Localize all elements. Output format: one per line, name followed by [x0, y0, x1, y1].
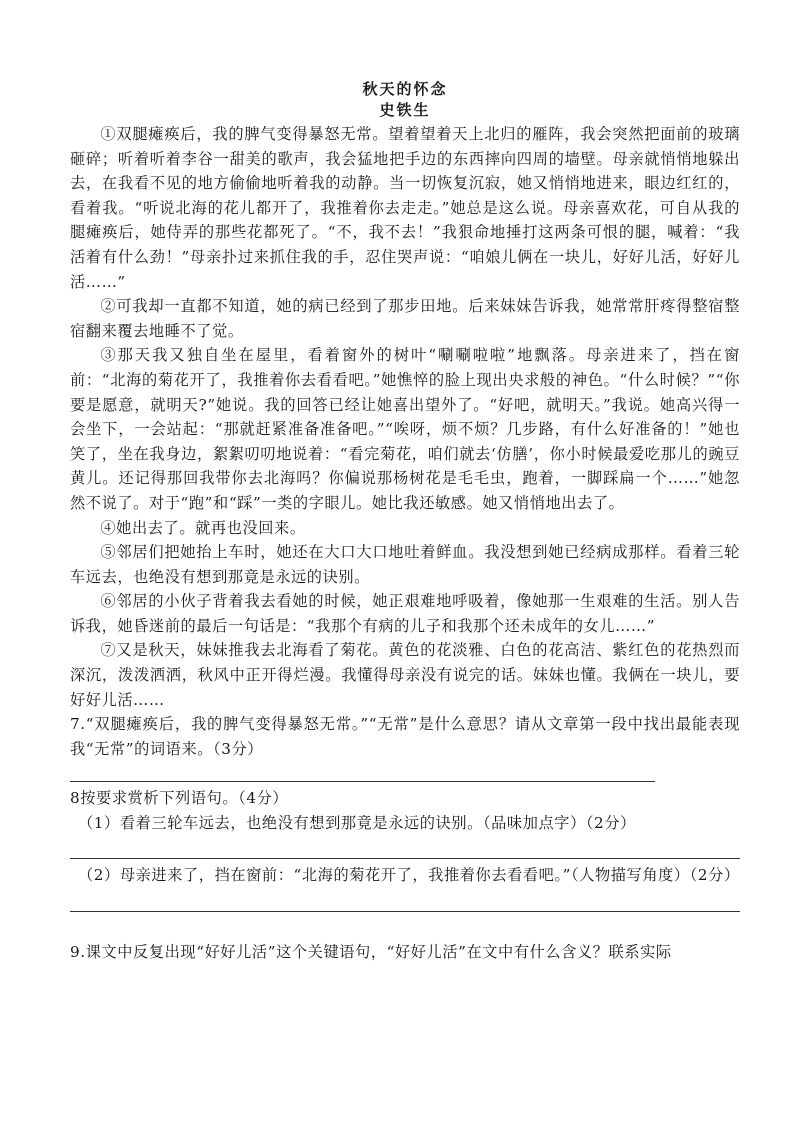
question-7: 7.“双腿瘫痪后，我的脾气变得暴怒无常。”“无常”是什么意思？请从文章第一段中找出最能表现我“无常”的词语来。（3分）: [70, 715, 740, 758]
paragraph-5: ⑤邻居们把她抬上车时，她还在大口大口地吐着鲜血。我没想到她已经病成那样。看着三轮车远去，也绝没有想到那竟是永远的诀别。: [70, 543, 740, 586]
answer-line-q8-1: [70, 858, 740, 859]
question-8-heading: 8按要求赏析下列语句。（4分）: [70, 789, 289, 808]
paragraph-4: ④她出去了。就再也没回来。: [100, 518, 306, 537]
article-author: 史铁生: [379, 101, 431, 119]
answer-line-q7: [70, 781, 655, 782]
question-9: 9.课文中反复出现“好好儿活”这个关键语句，“好好儿活”在文中有什么含义？联系实际: [70, 943, 672, 962]
paragraph-7: ⑦又是秋天，妹妹推我去北海看了菊花。黄色的花淡雅、白色的花高洁、紫红色的花热烈而深沉，泼泼洒洒，秋风中正开得烂漫。我懂得母亲没有说完的话。妹妹也懂。我俩在一块儿，要好好儿活……: [70, 641, 740, 709]
article-title: 秋天的怀念: [362, 80, 448, 98]
paragraph-2: ②可我却一直都不知道，她的病已经到了那步田地。后来妹妹告诉我，她常常肝疼得整宿整宿翻来覆去地睡不了觉。: [70, 297, 740, 340]
paragraph-3: ③那天我又独自坐在屋里，看着窗外的树叶“唰唰啦啦”地飘落。母亲进来了，挡在窗前：“北海的菊花开了，我推着你去看看吧。”她憔悴的脸上现出央求般的神色。“什么时候？”“你要是愿意，就明天?”她说。我的回答已经让她喜出望外了。“好吧，就明天。”我说。她高兴得一会坐下，一会站起：“那就赶紧准备准备吧。”“唉呀，烦不烦？几步路，有什么好准备的！”她也笑了，坐在我身边，絮絮叨叨地说着：“看完菊花，咱们就去‘仿膳’，你小时候最爱吃那儿的豌豆黄儿。还记得那回我带你去北海吗？你偏说那杨树花是毛毛虫，跑着，一脚踩扁一个……”她忽然不说了。对于“跑”和“踩”一类的字眼儿。她比我还敏感。她又悄悄地出去了。: [70, 346, 740, 512]
exam-page: [70, 78, 740, 965]
question-8-1: （1）看着三轮车远去，也绝没有想到那竟是永远的诀别。（品味加点字）（2分）: [78, 814, 636, 833]
question-8-2: （2）母亲进来了，挡在窗前：“北海的菊花开了，我推着你去看看吧。”（人物描写角度）（2分）: [78, 865, 740, 884]
answer-line-q8-2: [70, 911, 740, 912]
paragraph-1: ①双腿瘫痪后，我的脾气变得暴怒无常。望着望着天上北归的雁阵，我会突然把面前的玻璃砸碎；听着听着李谷一甜美的歌声，我会猛地把手边的东西摔向四周的墙壁。母亲就悄悄地躲出去，在我看不见的地方偷偷地听着我的动静。当一切恢复沉寂，她又悄悄地进来，眼边红红的，看着我。“听说北海的花儿都开了，我推着你去走走。”她总是这么说。母亲喜欢花，可自从我的腿瘫痪后，她侍弄的那些花都死了。“不，我不去！”我狠命地捶打这两条可恨的腿，喊着：“我活着有什么劲！”母亲扑过来抓住我的手，忍住哭声说：“咱娘儿俩在一块儿，好好儿活，好好儿活……”: [70, 125, 740, 291]
paragraph-6: ⑥邻居的小伙子背着我去看她的时候，她正艰难地呼吸着，像她那一生艰难的生活。别人告诉我，她昏迷前的最后一句话是：“我那个有病的儿子和我那个还未成年的女儿……”: [70, 592, 740, 635]
